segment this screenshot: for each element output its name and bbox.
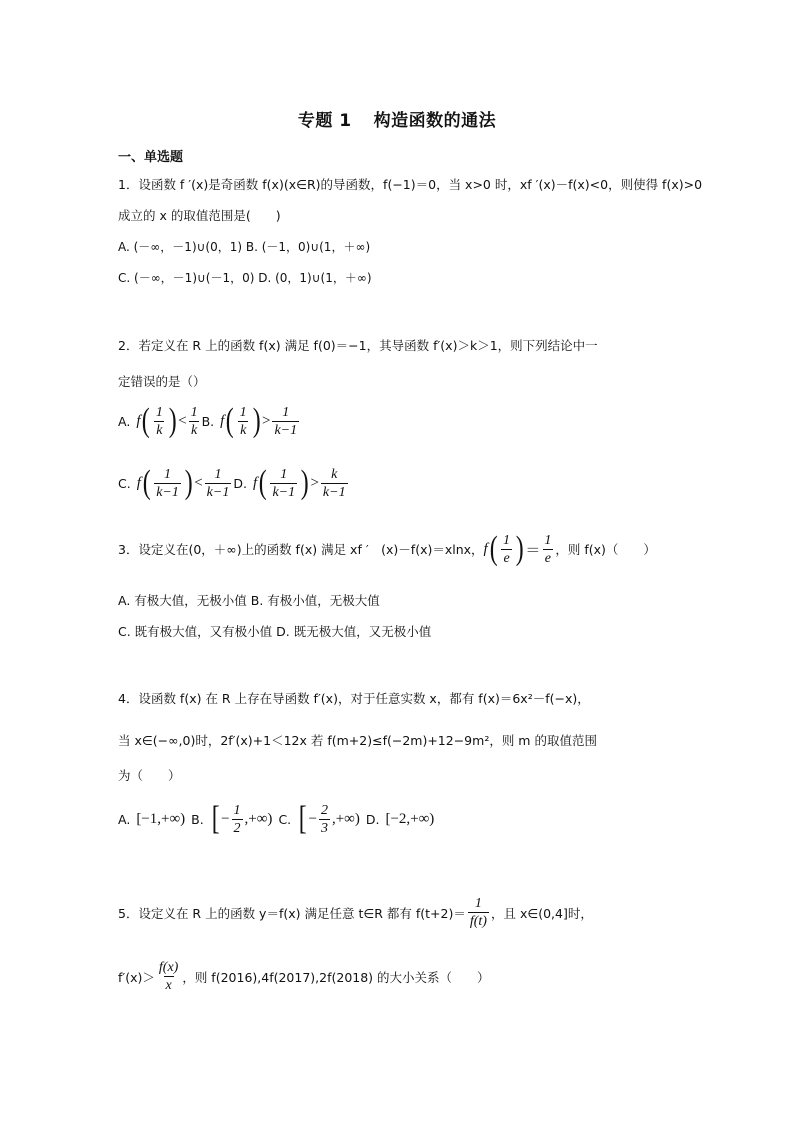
question-5-derivative: f′(x)＞	[118, 969, 155, 985]
question-5-text-end: ，且 x∈(0,4]时，	[490, 905, 593, 921]
fraction: $\frac{2}{3}$	[320, 802, 328, 836]
question-1-options-cd: C. (－∞，－1)∪(－1，0) D. (0，1)∪(1，＋∞)	[118, 271, 372, 285]
fraction: $\frac{1}{k-1}$	[272, 466, 296, 500]
question-3-text: 3．设定义在(0，＋∞)上的函数 f(x) 满足 xf ′ (x)－f(x)＝xlnx，	[118, 542, 484, 557]
question-5-line-2	[118, 960, 490, 993]
question-5-line-1	[118, 896, 593, 929]
option-c-label: C.	[278, 811, 292, 827]
fraction: $\frac{1}{2}$	[233, 802, 241, 836]
fraction: $\frac{1}{k}$	[155, 404, 163, 438]
option-a-value: [−1,+∞)	[136, 810, 186, 827]
fraction: $\frac{1}{e}$	[544, 532, 552, 566]
fraction: $\frac{1}{k}$	[190, 404, 198, 438]
question-4-line-2: 当 x∈(−∞,0)时，2f′(x)+1＜12x 若 f(m+2)≤f(−2m)+12−9m²，则 m 的取值范围	[118, 733, 597, 748]
page-title	[0, 106, 794, 131]
option-c-label: C.	[118, 475, 131, 491]
question-2-line-1: 2．若定义在 R 上的函数 f(x) 满足 f(0)＝−1，其导函数 f′(x)＞k＞1，则下列结论中一	[118, 338, 598, 353]
fraction: $\frac{1}{k-1}$	[274, 404, 298, 438]
option-d-label: D.	[233, 475, 247, 491]
fraction: $\frac{1}{k}$	[239, 404, 247, 438]
question-3-options-cd: C. 既有极大值，又有极小值 D. 既无极大值，又无极小值	[118, 624, 432, 639]
option-d-value: [−2,+∞)	[385, 810, 435, 827]
question-3-line-1: 3．设定义在(0，＋∞)上的函数 f(x) 满足 xf ′ (x)－f(x)＝xlnx， f ( $\frac{1}{e}$ ) ＝ $\frac{1}{e}$ ，则 f(x)（ ）	[118, 530, 656, 567]
question-3-text-end: ，则 f(x)（ ）	[555, 542, 656, 557]
fraction: $\frac{1}{f(t)}$	[469, 896, 487, 929]
question-1-line-1: 1．设函数 f ′(x)是奇函数 f(x)(x∈R)的导函数，f(−1)＝0，当 x>0 时，xf ′(x)－f(x)<0，则使得 f(x)>0	[118, 177, 703, 192]
option-a-label: A.	[118, 811, 131, 827]
fraction: $\frac{f(x)}{x}$	[158, 960, 179, 993]
question-3-options-ab: A. 有极大值，无极小值 B. 有极小值，无极大值	[118, 593, 380, 608]
fraction: $\frac{1}{k-1}$	[156, 466, 179, 500]
title-number: 专题 1	[297, 111, 352, 131]
section-heading: 一、单选题	[118, 150, 184, 165]
question-4-line-3: 为（ ）	[118, 768, 181, 783]
question-5-text-tail: ，则 f(2016),4f(2017),2f(2018) 的大小关系（ ）	[182, 969, 490, 985]
question-2-options-ab: A. f ( $\frac{1}{k}$ ) < $\frac{1}{k}$ B. f ( $\frac{1}{k}$ ) > $\frac{1}{k-1}$	[118, 402, 298, 439]
option-d-label: D.	[365, 811, 380, 827]
question-4-line-1: 4．设函数 f(x) 在 R 上存在导函数 f′(x)，对于任意实数 x，都有 f(x)＝6x²－f(−x)，	[118, 691, 590, 706]
question-1-options-ab: A. (－∞，－1)∪(0，1) B. (－1，0)∪(1，＋∞)	[118, 240, 371, 254]
option-b-label: B.	[201, 413, 215, 429]
option-a-label: A.	[118, 413, 131, 429]
question-4-options: A. [−1,+∞) B. [ − $\frac{1}{2}$ ,+∞) C. [ − $\frac{2}{3}$ ,+∞) D. [−2,+∞)	[118, 800, 435, 837]
fraction: $\frac{1}{e}$	[503, 532, 511, 566]
fraction: $\frac{k}{k-1}$	[322, 466, 346, 500]
title-text: 构造函数的通法	[373, 111, 497, 131]
fraction: $\frac{1}{k-1}$	[206, 466, 230, 500]
question-5-text: 5．设定义在 R 上的函数 y＝f(x) 满足任意 t∈R 都有 f(t+2)＝	[118, 905, 466, 921]
option-b-label: B.	[191, 811, 204, 827]
question-2-options-cd: C. f ( $\frac{1}{k-1}$ ) < $\frac{1}{k-1}$ D. f ( $\frac{1}{k-1}$ ) > $\frac{k}{k-1}$	[118, 464, 346, 501]
question-2-line-2: 定错误的是（）	[118, 374, 206, 389]
question-1-line-2: 成立的 x 的取值范围是( )	[118, 208, 281, 223]
